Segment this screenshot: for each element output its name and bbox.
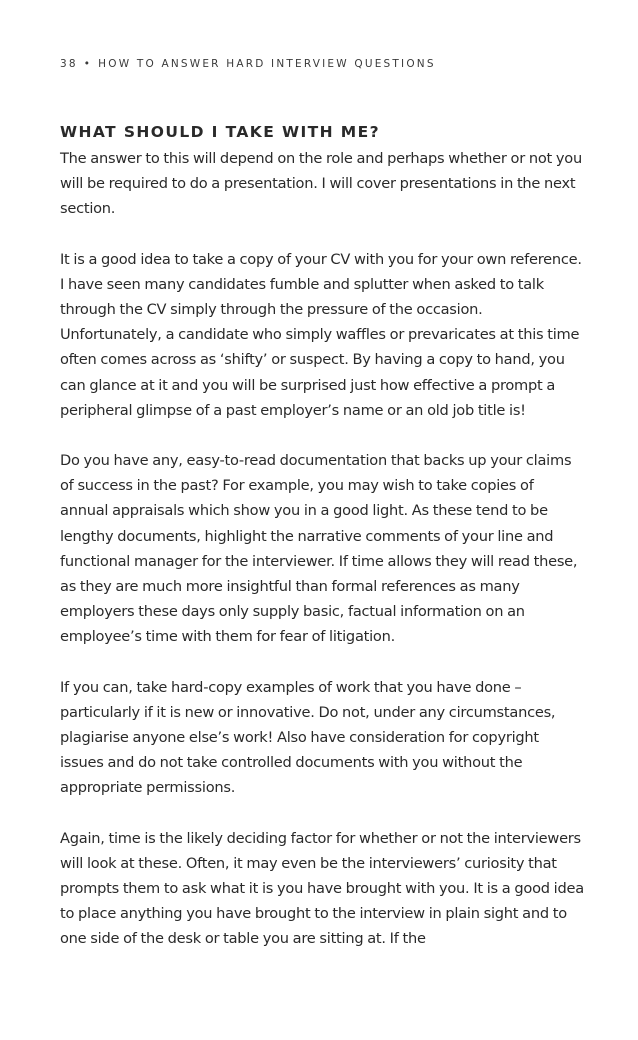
paragraph: It is a good idea to take a copy of your CV with you for your own reference. I have seen many candidates fumble and splutter when asked to talk through the CV simply through the pressure of the occasion. Unfortunately, a candidate who simply waffles or prevaricates at this time often comes across as ‘shifty’ or suspect. By having a copy to hand, you can glance at it and you will be surprised just how effective a prompt a peripheral glimpse of a past employer’s name or an old job title is! — [60, 250, 582, 419]
section-heading: WHAT SHOULD I TAKE WITH ME? — [60, 123, 381, 141]
body-text — [60, 146, 584, 977]
paragraph: Do you have any, easy-to-read documentation that backs up your claims of success in the past? For example, you may wish to take copies of annual appraisals which show you in a good light. As these tend to be lengthy documents, highlight the narrative comments of your line and functional manager for the interviewer. If time allows they will read these, as they are much more insightful than formal references as many employers these days only supply basic, factual information on an employee’s time with them for fear of litigation. — [60, 452, 578, 646]
paragraph: The answer to this will depend on the role and perhaps whether or not you will be required to do a presentation. I will cover presentations in the next section. — [60, 150, 582, 218]
running-header — [60, 58, 436, 70]
book-title: HOW TO ANSWER HARD INTERVIEW QUESTIONS — [98, 58, 436, 70]
header-separator: • — [83, 58, 93, 70]
paragraph: If you can, take hard-copy examples of work that you have done – particularly if it is new or innovative. Do not, under any circumstances, plagiarise anyone else’s work! Also have consideration for copyright issues and do not take controlled documents with you without the appropriate permissions. — [60, 678, 556, 797]
page-number: 38 — [60, 58, 78, 70]
paragraph: Again, time is the likely deciding factor for whether or not the interviewers will look at these. Often, it may even be the interviewers’ curiosity that prompts them to ask what it is you have brought with you. It is a good idea to place anything you have brought to the interview in plain sight and to one side of the desk or table you are sitting at. If the — [60, 829, 584, 948]
